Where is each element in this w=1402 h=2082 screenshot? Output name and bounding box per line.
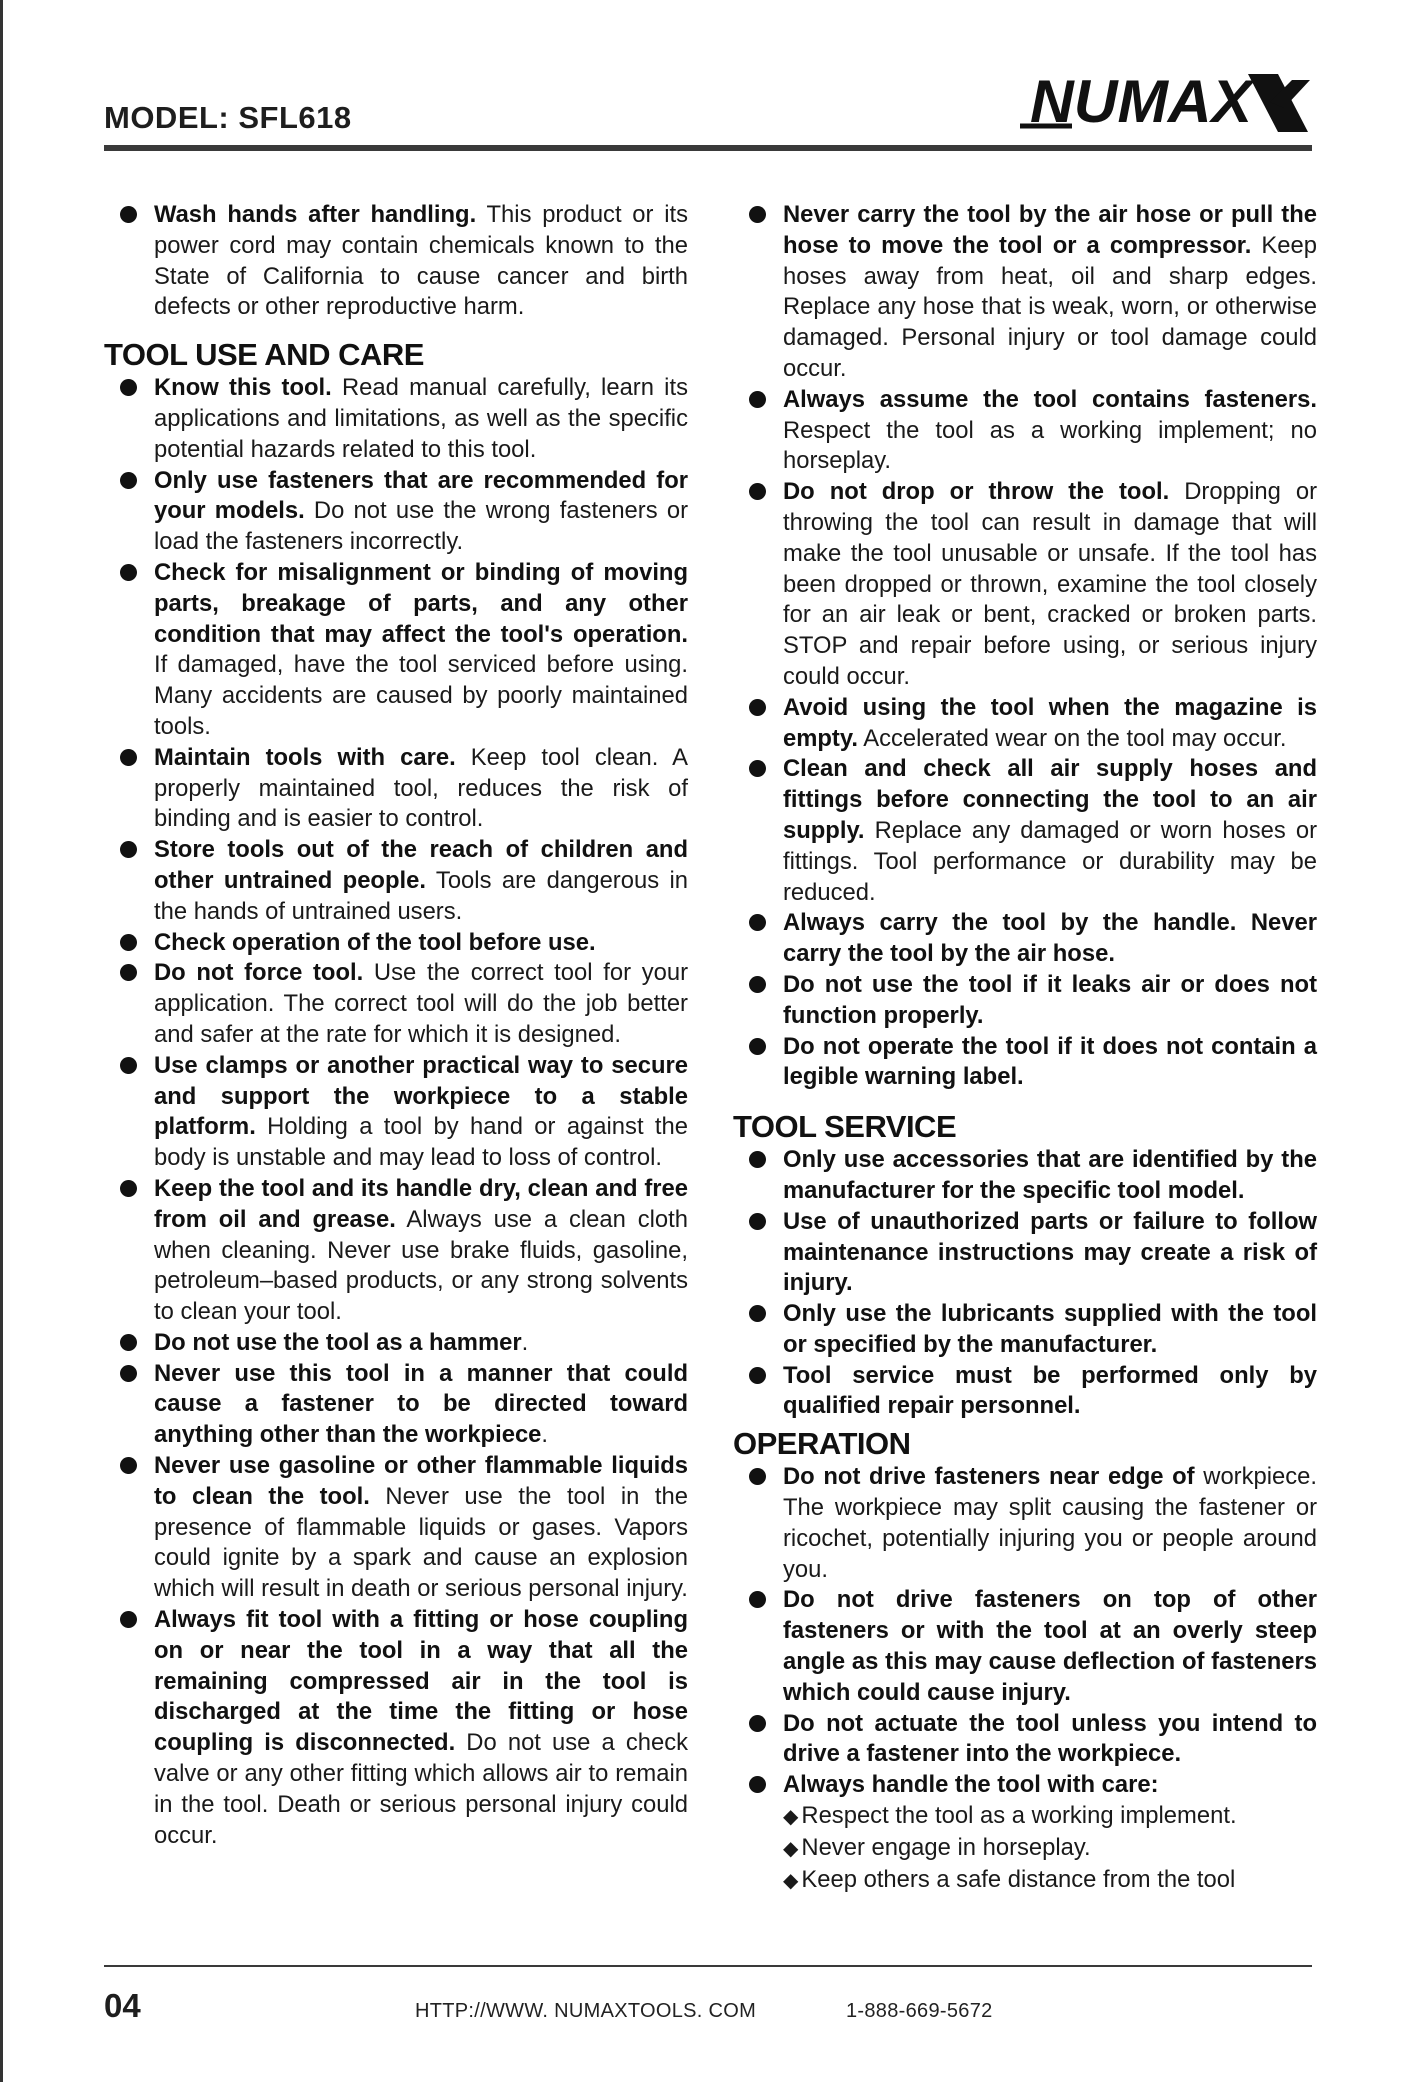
item-text: If damaged, have the tool serviced before using. Many accidents are caused by poorly maintained tools. (154, 651, 688, 740)
bullet-icon (749, 914, 766, 931)
item-text: Tools are dangerous in the hands of untrained users. (154, 866, 688, 925)
bullet-icon (749, 760, 766, 777)
list-item (733, 693, 1317, 755)
item-text: Keep tool clean. A properly maintained tool, reduces the risk of binding and is easier to control. (154, 743, 688, 833)
bullet-icon (120, 379, 137, 396)
bullet-icon (120, 1180, 137, 1197)
bullet-icon (120, 1334, 137, 1351)
item-bold-text: Know this tool. (154, 374, 332, 402)
bullet-icon (749, 206, 766, 223)
bullet-icon (749, 1367, 766, 1384)
list-item (104, 558, 688, 743)
item-bold-text: Check for misalignment or binding of moving parts, breakage of parts, and any other condition that may affect the tool's operation. (154, 558, 688, 648)
bullet-icon (120, 749, 137, 766)
item-bold-text: Always assume the tool contains fasteners. (783, 385, 1317, 413)
bullet-icon (120, 1611, 137, 1628)
list-item (104, 928, 688, 959)
item-bold-text: Always handle the tool with care: (783, 1771, 1159, 1799)
item-bold-text: Check operation of the tool before use. (154, 928, 596, 956)
item-bold-text: Never carry the tool by the air hose or pull the hose to move the tool or a compressor. (783, 201, 1317, 259)
diamond-bullet-icon: ◆ (783, 1837, 799, 1860)
list-item (733, 1462, 1317, 1585)
bullet-icon (749, 1776, 766, 1793)
bullet-icon (120, 564, 137, 581)
bullet-icon (749, 976, 766, 993)
item-bold-text: Always fit tool with a fitting or hose coupling on or near the tool in a way that all the remaining compressed air in the tool is discharged at the time the fitting or hose coupling is disconnected. (154, 1606, 688, 1757)
intro-list (104, 200, 688, 323)
item-bold-text: Store tools out of the reach of children and other untrained people. (154, 836, 688, 894)
item-text: Read manual carefully, learn its applications and limitations, as well as the specific potential hazards related to this tool. (154, 374, 688, 463)
list-item (104, 200, 688, 323)
list-item (733, 477, 1317, 693)
item-bold-text: Only use accessories that are identified by the manufacturer for the specific tool model. (783, 1146, 1317, 1204)
item-text: workpiece. The workpiece may split causing the fastener or ricochet, potentially injuring you or people around you. (783, 1463, 1318, 1583)
list-item (104, 1359, 688, 1451)
list-item (104, 1451, 688, 1605)
item-bold-text: Avoid using the tool when the magazine is empty. (783, 693, 1317, 752)
list-item (733, 385, 1317, 477)
list-item (104, 1174, 688, 1328)
bullet-icon (120, 841, 137, 858)
bullet-icon (749, 1591, 766, 1608)
item-text: Dropping or throwing the tool can result in damage that will make the tool unusable or unsafe. If the tool has been dropped or thrown, examine the tool closely for an air leak or bent, cracked or broken parts. STOP and repair before using, or serious injury could occur. (783, 478, 1317, 690)
list-item (733, 1770, 1317, 1801)
item-bold-text: Only use fasteners that are recommended for your models. (154, 466, 688, 525)
header-rule (104, 145, 1312, 151)
item-bold-text: Use of unauthorized parts or failure to follow maintenance instructions may create a risk of injury. (783, 1207, 1317, 1297)
list-item (733, 1709, 1317, 1771)
item-text: Accelerated wear on the tool may occur. (857, 724, 1287, 752)
item-bold-text: Always carry the tool by the handle. Never carry the tool by the air hose. (783, 909, 1317, 968)
list-item (733, 1207, 1317, 1299)
item-bold-text: Do not drive fasteners near edge of (783, 1463, 1195, 1491)
item-text: Never use the tool in the presence of flammable liquids or gases. Vapors could ignite by a spark and cause an explosion which will result in death or serious personal injury. (154, 1482, 688, 1603)
bullet-icon (120, 1457, 137, 1474)
item-bold-text: Do not use the tool as a hammer (154, 1328, 522, 1356)
section-heading-operation: OPERATION (733, 1426, 911, 1462)
list-item (104, 466, 688, 558)
item-bold-text: Wash hands after handling. (154, 201, 477, 228)
footer-phone: 1-888-669-5672 (846, 2000, 993, 2022)
item-text: Respect the tool as a working implement; no horseplay. (783, 416, 1317, 475)
item-text: Use the correct tool for your application. The correct tool will do the job better and safer at the rate for which it is designed. (154, 959, 688, 1048)
operation-list (733, 1462, 1317, 1801)
bullet-icon (749, 1038, 766, 1055)
list-item (733, 908, 1317, 970)
bullet-icon (749, 1151, 766, 1168)
item-bold-text: Do not operate the tool if it does not contain a legible warning label. (783, 1032, 1317, 1091)
list-item (104, 958, 688, 1050)
item-bold-text: Maintain tools with care. (154, 743, 456, 771)
item-text: Keep hoses away from heat, oil and sharp edges. Replace any hose that is weak, worn, or otherwise damaged. Personal injury or tool damage could occur. (783, 231, 1317, 382)
tool-service-list (733, 1145, 1317, 1422)
diamond-bullet-icon: ◆ (783, 1806, 799, 1829)
footer-url: HTTP://WWW. NUMAXTOOLS. COM (415, 2000, 757, 2022)
item-text: . (541, 1421, 549, 1449)
bullet-icon (120, 934, 137, 951)
list-item (733, 1299, 1317, 1361)
item-bold-text: Use clamps or another practical way to secure and support the workpiece to a stable platform. (154, 1051, 688, 1141)
list-item (733, 1145, 1317, 1207)
diamond-bullet-icon: ◆ (783, 1869, 799, 1892)
bullet-icon (120, 1057, 137, 1074)
list-item (104, 373, 688, 465)
item-bold-text: Do not force tool. (154, 959, 364, 987)
item-bold-text: Do not use the tool if it leaks air or does not function properly. (783, 970, 1317, 1029)
item-bold-text: Clean and check all air supply hoses and fittings before connecting the tool to an air supply. (783, 755, 1317, 844)
left-column (104, 200, 688, 1851)
sub-item (733, 1833, 1317, 1865)
item-bold-text: Never use gasoline or other flammable liquids to clean the tool. (154, 1452, 688, 1510)
bullet-icon (749, 1715, 766, 1732)
section-heading-tool-service: TOOL SERVICE (733, 1109, 957, 1145)
tool-use-list (104, 373, 688, 1851)
item-bold-text: Do not drop or throw the tool. (783, 478, 1170, 506)
item-text: This product or its power cord may contain chemicals known to the State of California to cause cancer and birth defects or other reproductive harm. (154, 201, 688, 321)
section-heading-tool-use: TOOL USE AND CARE (104, 337, 424, 373)
bullet-icon (120, 472, 137, 489)
numax-logo (1012, 66, 1312, 138)
care-subitems (733, 1801, 1317, 1896)
item-text: . (521, 1328, 529, 1356)
sub-item (733, 1865, 1317, 1897)
list-item (733, 1361, 1317, 1423)
page-edge-line (0, 0, 3, 2082)
list-item (733, 200, 1317, 385)
list-item (104, 1328, 688, 1359)
list-item (733, 1032, 1317, 1094)
item-text: Holding a tool by hand or against the body is unstable and may lead to loss of control. (154, 1113, 688, 1172)
list-item (104, 1605, 688, 1851)
bullet-icon (749, 1213, 766, 1230)
bullet-icon (120, 206, 137, 223)
item-bold-text: Do not actuate the tool unless you intend to drive a fastener into the workpiece. (783, 1709, 1317, 1768)
footer-rule (104, 1965, 1312, 1967)
numax-logo-graphic (1012, 66, 1312, 138)
list-item (733, 754, 1317, 908)
list-item (104, 743, 688, 835)
sub-item-text: Keep others a safe distance from the tool (801, 1865, 1236, 1893)
bullet-icon (120, 964, 137, 981)
page-number: 04 (104, 1987, 141, 2024)
item-bold-text: Do not drive fasteners on top of other fasteners or with the tool at an overly steep angle as this may cause deflection of fasteners which could cause injury. (783, 1586, 1317, 1706)
item-text: Always use a clean cloth when cleaning. Never use brake fluids, gasoline, petroleum–based products, or any strong solvents to clean your tool. (154, 1205, 688, 1326)
list-item (733, 1585, 1317, 1708)
sub-item (733, 1801, 1317, 1833)
model-label: MODEL: SFL618 (104, 100, 352, 135)
bullet-icon (749, 1305, 766, 1322)
item-text: Do not use the wrong fasteners or load the fasteners incorrectly. (154, 497, 688, 556)
logo-text: NUMAX (1030, 68, 1257, 135)
right-column (733, 200, 1317, 1896)
tool-use-list-continued (733, 200, 1317, 1093)
bullet-icon (749, 699, 766, 716)
item-text: Do not use a check valve or any other fitting which allows air to remain in the tool. Death or serious personal injury could occur. (154, 1729, 688, 1849)
list-item (104, 835, 688, 927)
bullet-icon (749, 483, 766, 500)
item-text: Replace any damaged or worn hoses or fittings. Tool performance or durability may be reduced. (783, 816, 1317, 906)
bullet-icon (749, 1468, 766, 1485)
sub-item-text: Never engage in horseplay. (801, 1833, 1091, 1861)
item-bold-text: Only use the lubricants supplied with the tool or specified by the manufacturer. (783, 1300, 1317, 1358)
bullet-icon (749, 391, 766, 408)
list-item (733, 970, 1317, 1032)
sub-item-text: Respect the tool as a working implement. (801, 1802, 1237, 1830)
item-bold-text: Never use this tool in a manner that could cause a fastener to be directed toward anything other than the workpiece (154, 1359, 688, 1449)
list-item (104, 1051, 688, 1174)
bullet-icon (120, 1365, 137, 1382)
item-bold-text: Keep the tool and its handle dry, clean and free from oil and grease. (154, 1174, 688, 1233)
item-bold-text: Tool service must be performed only by qualified repair personnel. (783, 1361, 1317, 1420)
